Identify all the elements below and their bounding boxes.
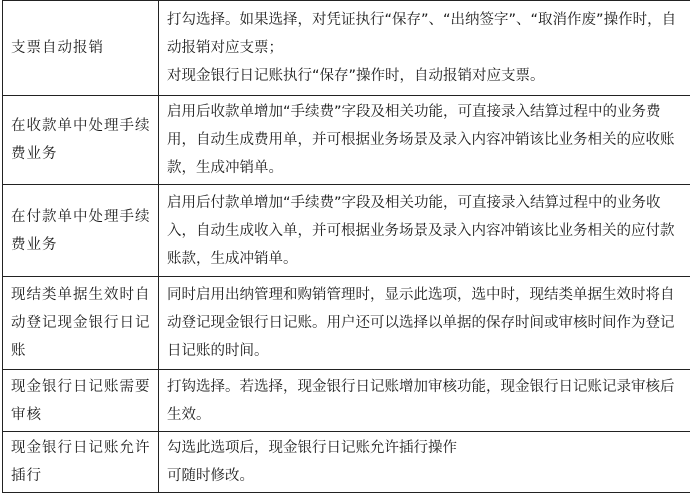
option-description [159,277,690,370]
option-description [159,432,690,493]
description-line: 启用后收款单增加“手续费”字段及相关功能，可直接录入结算过程中的业务费用，自动生成费用单，并可根据业务场景及录入内容冲销该比业务相关的应收账款，生成冲销单。 [167,104,675,176]
description-line: 同时启用出纳管理和购销管理时，显示此选项，选中时，现结类单据生效时将自动登记现金银行日记账。用户还可以选择以单据的保存时间或审核时间作为登记日记账的时间。 [167,287,675,359]
option-name: 现金银行日记账需要审核 [3,370,159,432]
description-line: 可随时修改。 [167,468,254,484]
description-line: 勾选此选项后，现金银行日记账允许插行操作 [167,440,457,456]
option-name: 支票自动报销 [3,1,159,96]
table-row [3,277,690,370]
table-row [3,432,690,493]
description-line: 打钩选择。若选择，现金银行日记账增加审核功能，现金银行日记账记录审核后生效。 [167,378,675,423]
option-name: 在付款单中处理手续费业务 [3,185,159,277]
option-description [159,96,690,185]
table-row [3,1,690,96]
table-row [3,370,690,432]
table-row [3,96,690,185]
settings-table [2,0,690,493]
option-description [159,185,690,277]
option-description [159,1,690,96]
table-row [3,185,690,277]
option-name: 在收款单中处理手续费业务 [3,96,159,185]
description-line: 启用后付款单增加“手续费”字段及相关功能，可直接录入结算过程中的业务收入，自动生成收入单，并可根据业务场景及录入内容冲销该比业务相关的应付款账款，生成冲销单。 [167,194,675,267]
option-name: 现金银行日记账允许插行 [3,432,159,493]
option-description [159,370,690,432]
option-name: 现结类单据生效时自动登记现金银行日记账 [3,277,159,370]
description-line: 打勾选择。如果选择，对凭证执行“保存”、“出纳签字”、“取消作废”操作时，自动报销对应支票； [167,12,677,56]
description-line: 对现金银行日记账执行“保存”操作时，自动报销对应支票。 [167,68,545,84]
